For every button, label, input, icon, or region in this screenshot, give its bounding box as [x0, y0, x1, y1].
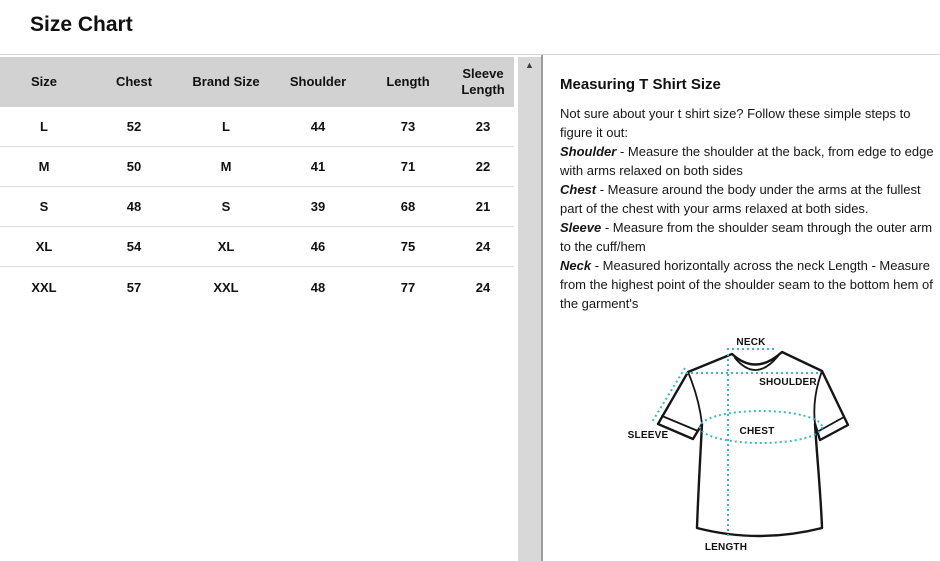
guide-term: Chest: [560, 182, 597, 197]
column-header-size: Size: [30, 74, 57, 89]
table-row-l: [0, 107, 514, 147]
scroll-up-arrow-icon[interactable]: ▲: [525, 60, 534, 70]
size-table: [0, 57, 514, 307]
guide-step-chest: [560, 180, 938, 218]
table-row-xxl: [0, 267, 514, 307]
table-cell: 46: [310, 239, 326, 254]
table-cell: XL: [35, 239, 53, 254]
table-cell: 23: [475, 119, 491, 134]
guide-term: Sleeve: [560, 220, 602, 235]
table-cell: 22: [475, 159, 491, 174]
table-cell: S: [221, 199, 231, 214]
table-row-m: [0, 147, 514, 187]
guide-heading: Measuring T Shirt Size: [560, 76, 721, 93]
tshirt-diagram-svg: [610, 332, 940, 561]
measuring-guide: [560, 76, 938, 313]
panel-divider: [541, 55, 543, 561]
table-cell: 68: [400, 199, 416, 214]
table-row-s: [0, 187, 514, 227]
table-cell: 48: [310, 279, 326, 295]
size-table-header: [0, 57, 514, 107]
table-cell: 44: [310, 119, 326, 134]
table-row-xl: [0, 227, 514, 267]
table-cell: 41: [310, 159, 326, 174]
table-cell: 39: [310, 199, 326, 214]
tshirt-measuring-diagram: [610, 332, 940, 561]
guide-intro: Not sure about your t shirt size? Follow these simple steps to figure it out:: [560, 106, 911, 140]
guide-desc: - Measure the shoulder at the back, from edge to edge with arms relaxed on both sides: [560, 144, 934, 178]
table-cell: M: [220, 159, 232, 174]
table-cell: 57: [126, 279, 142, 295]
table-cell: 77: [400, 279, 416, 295]
guide-step-shoulder: [560, 142, 938, 180]
chest-label: CHEST: [739, 426, 775, 437]
sleeve-label: SLEEVE: [627, 430, 669, 441]
guide-step-sleeve: [560, 218, 938, 256]
column-header-length: Length: [386, 74, 430, 89]
page-title: Size Chart: [30, 13, 133, 36]
table-cell: L: [222, 119, 230, 134]
column-header-brand-size: Brand Size: [192, 74, 260, 89]
column-header-chest: Chest: [115, 74, 153, 89]
section-top-border: [0, 54, 940, 55]
column-header-sleeve-length: Sleeve Length: [461, 66, 505, 97]
table-cell: 24: [475, 279, 491, 295]
table-scrollbar[interactable]: [518, 57, 541, 561]
table-cell: 21: [475, 199, 491, 214]
guide-desc: - Measure from the shoulder seam through the outer arm to the cuff/hem: [560, 220, 933, 254]
table-cell: L: [40, 119, 48, 134]
guide-text: [560, 104, 938, 313]
table-cell: 48: [126, 199, 142, 214]
table-cell: 50: [126, 159, 142, 174]
table-cell: XXL: [31, 279, 57, 295]
table-cell: 71: [400, 159, 416, 174]
table-cell: 54: [126, 239, 142, 254]
shoulder-label: SHOULDER: [759, 377, 817, 388]
table-cell: 24: [475, 239, 491, 254]
table-cell: XL: [217, 239, 235, 254]
guide-term: Neck: [560, 258, 592, 273]
table-cell: 75: [400, 239, 416, 254]
table-cell: M: [38, 159, 50, 174]
guide-step-neck: [560, 256, 938, 313]
guide-desc: - Measured horizontally across the neck Length - Measure from the highest point of the shoulder seam to the bottom hem of the garment's: [560, 258, 933, 311]
table-cell: XXL: [213, 279, 239, 295]
table-cell: S: [39, 199, 49, 214]
guide-desc: - Measure around the body under the arms at the fullest part of the chest with your arms relaxed at both sides.: [560, 182, 921, 216]
table-cell: 73: [400, 119, 416, 134]
neck-label: NECK: [736, 337, 766, 348]
column-header-shoulder: Shoulder: [289, 74, 347, 89]
length-label: LENGTH: [704, 542, 748, 553]
guide-term: Shoulder: [560, 144, 617, 159]
table-cell: 52: [126, 119, 142, 134]
